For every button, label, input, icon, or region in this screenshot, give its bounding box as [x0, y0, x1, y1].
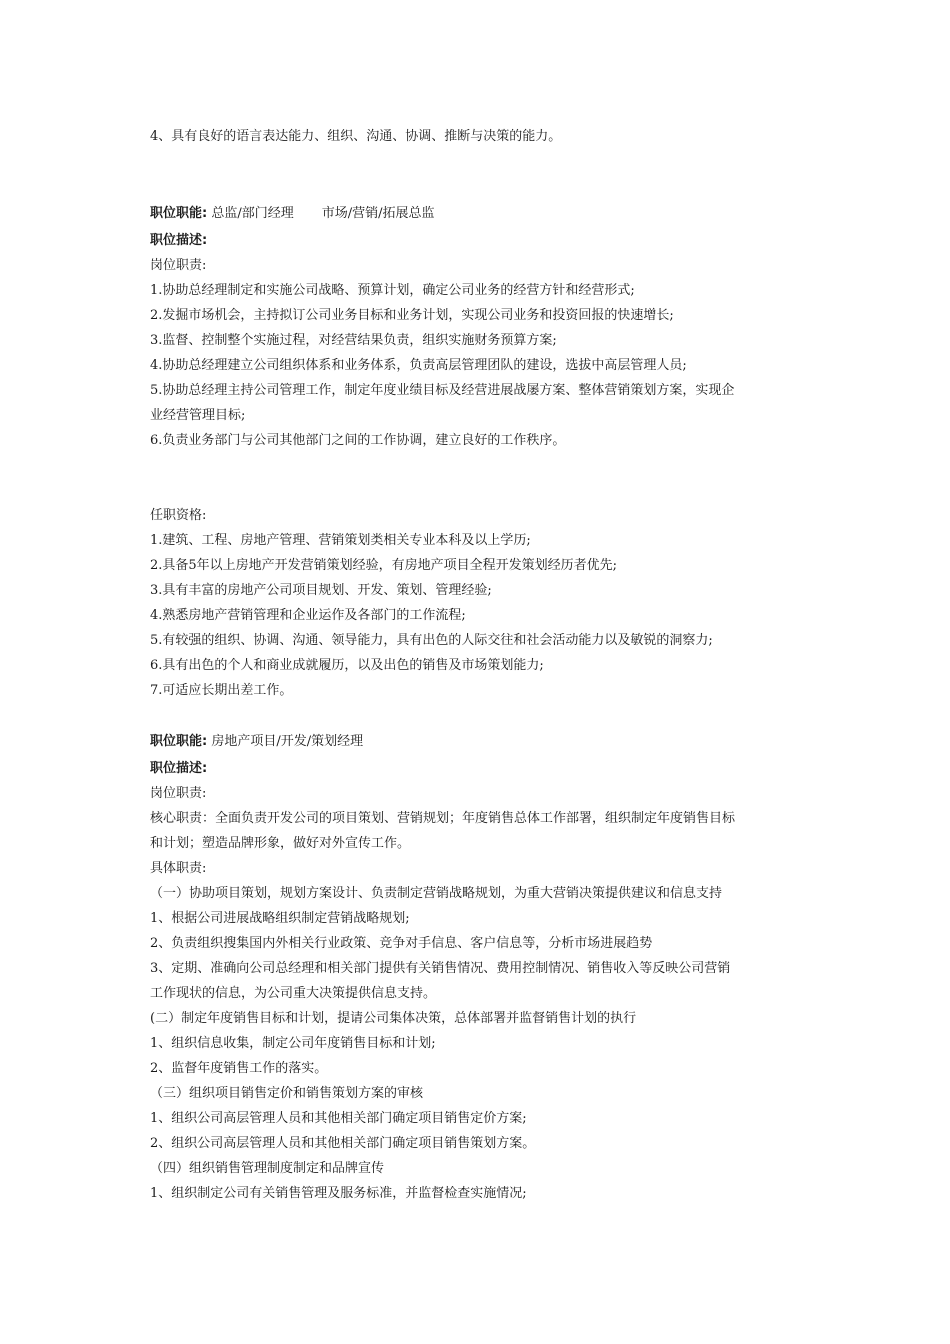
section1-function-row — [150, 205, 435, 223]
section2-desc-label: 职位描述: — [150, 761, 208, 776]
section1-duty-2: 2.发掘市场机会，主持拟订公司业务目标和业务计划，实现公司业务和投资回报的快速增长; — [150, 308, 674, 323]
function-value-a: 总监/部门经理 — [211, 206, 294, 221]
section1-qual-2: 2.具备5年以上房地产开发营销策划经验，有房地产项目全程开发策划经历者优先; — [150, 558, 618, 573]
section2-line-17: 1、组织制定公司有关销售管理及服务标准，并监督检查实施情况; — [150, 1186, 527, 1201]
section1-qual-4: 4.熟悉房地产营销管理和企业运作及各部门的工作流程; — [150, 608, 466, 623]
section2-line-7: 2、负责组织搜集国内外相关行业政策、竞争对手信息、客户信息等，分析市场进展趋势 — [150, 936, 653, 951]
section1-qual-label: 任职资格: — [150, 508, 207, 523]
function-label: 职位职能: — [150, 206, 208, 221]
section1-duty-3: 3.监督、控制整个实施过程，对经营结果负责，组织实施财务预算方案; — [150, 333, 557, 348]
section1-duty-4: 4.协助总经理建立公司组织体系和业务体系，负责高层管理团队的建设，选拔中高层管理人员; — [150, 358, 687, 373]
section1-duty-1: 1.协助总经理制定和实施公司战略、预算计划，确定公司业务的经营方针和经营形式; — [150, 283, 635, 298]
section2-line-10: (二）制定年度销售目标和计划，提请公司集体决策，总体部署并监督销售计划的执行 — [150, 1011, 637, 1026]
section2-line-14: 1、组织公司高层管理人员和其他相关部门确定项目销售定价方案; — [150, 1111, 527, 1126]
section2-function-row — [150, 733, 363, 751]
section1-qual-7: 7.可适应长期出差工作。 — [150, 683, 293, 698]
section2-line-15: 2、组织公司高层管理人员和其他相关部门确定项目销售策划方案。 — [150, 1136, 536, 1151]
function-value: 房地产项目/开发/策划经理 — [211, 734, 364, 749]
section2-line-8: 3、定期、准确向公司总经理和相关部门提供有关销售情况、费用控制情况、销售收入等反映公司营销 — [150, 961, 731, 976]
function-label: 职位职能: — [150, 734, 208, 749]
section2-line-9: 工作现状的信息，为公司重大决策提供信息支持。 — [150, 986, 437, 1001]
section1-qual-5: 5.有较强的组织、协调、沟通、领导能力，具有出色的人际交往和社会活动能力以及敏锐的洞察力; — [150, 633, 713, 648]
function-value-b: 市场/营销/拓展总监 — [321, 206, 435, 221]
section2-line-5: （一）协助项目策划，规划方案设计、负责制定营销战略规划，为重大营销决策提供建议和信息支持 — [150, 886, 723, 901]
section1-desc-label: 职位描述: — [150, 233, 208, 248]
section1-qual-6: 6.具有出色的个人和商业成就履历，以及出色的销售及市场策划能力; — [150, 658, 544, 673]
section2-line-2: 核心职责：全面负责开发公司的项目策划、营销规划；年度销售总体工作部署，组织制定年度销售目标 — [150, 811, 736, 826]
top-item-4: 4、具有良好的语言表达能力、组织、沟通、协调、推断与决策的能力。 — [150, 129, 562, 144]
section1-duty-6: 6.负责业务部门与公司其他部门之间的工作协调，建立良好的工作秩序。 — [150, 433, 566, 448]
section1-duty-5: 5.协助总经理主持公司管理工作，制定年度业绩目标及经营进展战屡方案、整体营销策划方案，实现企 — [150, 383, 735, 398]
section2-line-13: （三）组织项目销售定价和销售策划方案的审核 — [150, 1086, 424, 1101]
section2-line-6: 1、根据公司进展战略组织制定营销战略规划; — [150, 911, 410, 926]
section2-line-4: 具体职责: — [150, 861, 207, 876]
section2-line-11: 1、组织信息收集，制定公司年度销售目标和计划; — [150, 1036, 436, 1051]
section2-line-1: 岗位职责: — [150, 786, 207, 801]
section1-qual-3: 3.具有丰富的房地产公司项目规划、开发、策划、管理经验; — [150, 583, 492, 598]
section2-line-3: 和计划；塑造品牌形象，做好对外宣传工作。 — [150, 836, 411, 851]
section2-line-12: 2、监督年度销售工作的落实。 — [150, 1061, 328, 1076]
section1-qual-1: 1.建筑、工程、房地产管理、营销策划类相关专业本科及以上学历; — [150, 533, 531, 548]
section2-line-16: （四）组织销售管理制度制定和品牌宣传 — [150, 1161, 385, 1176]
section1-duties-label: 岗位职责: — [150, 258, 207, 273]
section1-duty-5-cont: 业经营管理目标; — [150, 408, 246, 423]
